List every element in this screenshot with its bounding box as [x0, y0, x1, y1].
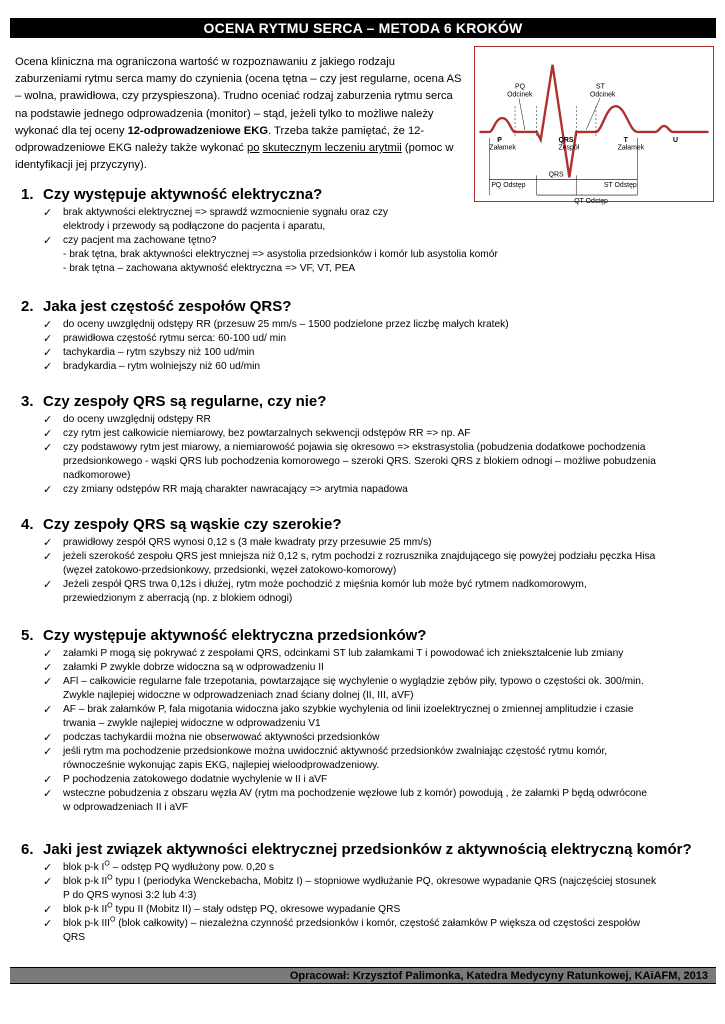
section-heading — [21, 393, 715, 411]
item-line — [63, 220, 715, 234]
item-prefix: blok p-k II — [63, 876, 108, 887]
checklist-item — [15, 360, 715, 374]
item-text: tachykardia – rytm szybszy niż 100 ud/min — [63, 347, 255, 358]
item-text: elektrody i przewody są podłączone do pacjenta i aparatu, — [63, 221, 326, 232]
checkmark-icon: ✓ — [43, 647, 53, 660]
checklist-item — [15, 903, 715, 917]
section-title: Czy zespoły QRS są wąskie czy szerokie? — [43, 516, 342, 533]
ekg-waveform — [479, 65, 708, 178]
section-step-2 — [15, 298, 715, 374]
item-text: prawidłowa częstość rytmu serca: 60-100 ud/ min — [63, 333, 287, 344]
intro-underline-2: skutecznym leczeniu arytmii — [262, 142, 402, 155]
checkmark-icon: ✓ — [43, 550, 53, 563]
item-text: trwania – zwykle najlepiej widoczne w odprowadzeniu V1 — [63, 718, 321, 729]
intro-text-3: (pomoc w identyfikacji jej przyczyny). — [15, 142, 454, 172]
item-text: typu I (periodyka Wenckebacha, Mobitz I) – stopniowe wydłużanie PQ, okresowe wypadanie QRS (najczęściej stosunek — [112, 876, 657, 887]
item-line — [63, 592, 715, 606]
checklist-item — [15, 731, 715, 745]
section-title: Czy występuje aktywność elektryczna? — [43, 186, 323, 203]
item-text: załamki P mogą się pokrywać z zespołami QRS, odcinkami ST lub załamkami T i powodować ich zniekształcenie lub zmiany — [63, 648, 624, 659]
item-line — [63, 689, 715, 703]
section-step-3 — [15, 393, 715, 497]
item-line — [63, 661, 715, 675]
section-number: 3. — [21, 393, 34, 410]
intro-text-1: Ocena kliniczna ma ograniczona wartość w rozpoznawaniu z jakiego rodzaju zaburzeniami rytmu serca mamy do czynienia (ocena tętna – czy jest regularne, ocena AS – wolna, prawidłowa, czy przyspieszona). Trudno oceniać rodzaj zaburzenia rytmu serca na podstawie jednego odprowadzenia (monitor) – stąd, jeżeli tylko to możliwe należy wykonać dla tej oceny — [15, 56, 462, 137]
item-text: podczas tachykardii można nie obserwować aktywności przedsionków — [63, 732, 380, 743]
item-line — [63, 427, 715, 441]
ekg-label-qt-odstep: QT Odstęp — [574, 197, 608, 205]
checklist — [15, 647, 715, 815]
item-text: AFl – całkowicie regularne fale trzepotania, powtarzające się wychylenie o wyglądzie zębów piły, typowo o częstości ok. 300/min. — [63, 676, 644, 687]
item-line — [63, 731, 715, 745]
item-text: czy podstawowy rytm jest miarowy, a niemiarowość pojawia się okresowo => ekstrasystolia (pobudzenia dodatkowe pochodzenia — [63, 442, 646, 453]
checklist-item — [15, 332, 715, 346]
item-text: załamki P zwykle dobrze widoczna są w odprowadzeniu II — [63, 662, 324, 673]
item-text: wsteczne pobudzenia z obszaru węzła AV (rytm ma pochodzenie węzłowe lub z komór) powodują , że załamki P będą odwrócone — [63, 788, 648, 799]
checklist-item — [15, 536, 715, 550]
checkmark-icon: ✓ — [43, 318, 53, 331]
checkmark-icon: ✓ — [43, 234, 53, 247]
checkmark-icon: ✓ — [43, 536, 53, 549]
degree-superscript: O — [107, 874, 113, 882]
item-line — [63, 647, 715, 661]
item-text: do oceny uwzględnij odstępy RR — [63, 414, 211, 425]
ekg-diagram — [474, 46, 714, 205]
item-text: jeżeli szerokość zespołu QRS jest mniejsza niż 0,12 s, rytm pochodzi z rozrusznika znajdującego się powyżej podziału pęczka Hisa — [63, 551, 656, 562]
item-text: – odstęp PQ wydłużony pow. 0,20 s — [109, 862, 275, 873]
ekg-label-pq-odstep: PQ Odstęp — [491, 182, 526, 190]
checkmark-icon: ✓ — [43, 731, 53, 744]
checkmark-icon: ✓ — [43, 675, 53, 688]
checklist-item — [15, 661, 715, 675]
item-text: przedsionkowego - wąski QRS lub pochodzenia komorowego – szeroki QRS. Szeroki QRS z blokiem odnogi – możliwe pobudzenia — [63, 456, 656, 467]
item-line — [63, 773, 715, 787]
item-text: jeśli rytm ma pochodzenie przedsionkowe można uwidocznić aktywność przedsionków zwalniając częstość rytmu komór, — [63, 746, 608, 757]
item-line — [63, 455, 715, 469]
ekg-label-qrs-sub: Zespół — [558, 144, 580, 152]
checkmark-icon: ✓ — [43, 773, 53, 786]
section-step-1 — [15, 186, 715, 276]
checkmark-icon: ✓ — [43, 903, 53, 916]
checklist-item — [15, 647, 715, 661]
ekg-label-t-sub: Załamek — [617, 144, 645, 152]
item-text: prawidłowy zespół QRS wynosi 0,12 s (3 małe kwadraty przy przesuwie 25 mm/s) — [63, 537, 432, 548]
item-text: P do QRS wynosi 3:2 lub 4:3) — [63, 890, 197, 901]
intro-underline-1: po — [246, 142, 260, 155]
ekg-label-qrs: QRS — [558, 136, 574, 144]
item-line — [63, 234, 715, 248]
item-line — [63, 875, 715, 889]
section-number: 2. — [21, 298, 34, 315]
section-heading — [21, 298, 715, 316]
item-line — [63, 332, 715, 346]
item-text: równocześnie wykonując zapis EKG, najlepiej wieloodprowadzeniowy. — [63, 760, 380, 771]
checklist-item — [15, 917, 715, 945]
checklist-item — [15, 787, 715, 815]
item-line — [63, 801, 715, 815]
item-text: QRS — [63, 932, 86, 943]
checklist-item — [15, 318, 715, 332]
checkmark-icon: ✓ — [43, 745, 53, 758]
intro-text-2: . Trzeba także pamiętać, że 12-odprowadzeniowe EKG należy także wykonać — [15, 124, 425, 155]
checklist — [15, 536, 715, 606]
section-heading — [21, 627, 715, 645]
item-line — [63, 262, 715, 276]
item-text: (węzeł zatokowo-przedsionkowy, przedsionki, węzeł zatokowo-komorowy) — [63, 565, 397, 576]
checkmark-icon: ✓ — [43, 332, 53, 345]
item-line — [63, 903, 715, 917]
item-line — [63, 469, 715, 483]
item-text: P pochodzenia zatokowego dodatnie wychylenie w II i aVF — [63, 774, 328, 785]
checklist-item — [15, 346, 715, 360]
item-line — [63, 206, 715, 220]
checkmark-icon: ✓ — [43, 346, 53, 359]
section-heading — [21, 841, 715, 859]
checklist-item — [15, 206, 715, 234]
checklist-item — [15, 483, 715, 497]
item-text: typu II (Mobitz II) – stały odstęp PQ, okresowe wypadanie QRS — [112, 904, 401, 915]
ekg-label-pq: PQ — [515, 83, 526, 91]
checkmark-icon: ✓ — [43, 360, 53, 373]
item-text: bradykardia – rytm wolniejszy niż 60 ud/min — [63, 361, 261, 372]
item-line — [63, 578, 715, 592]
checklist-item — [15, 550, 715, 578]
checkmark-icon: ✓ — [43, 206, 53, 219]
item-text: czy pacjent ma zachowane tętno? — [63, 235, 217, 246]
checklist-item — [15, 773, 715, 787]
section-step-6 — [15, 841, 715, 945]
degree-superscript: O — [107, 902, 113, 910]
item-text: do oceny uwzględnij odstępy RR (przesuw 25 mm/s – 1500 podzielone przez liczbę małych kratek) — [63, 319, 509, 330]
ekg-label-st-sub: Odcinek — [590, 91, 616, 99]
item-line — [63, 360, 715, 374]
item-prefix: blok p-k III — [63, 918, 110, 929]
section-number: 1. — [21, 186, 34, 203]
section-title: Jaki jest związek aktywności elektrycznej przedsionków z aktywnością elektryczną komór? — [43, 841, 692, 858]
item-line — [63, 564, 715, 578]
ekg-label-u: U — [672, 136, 678, 144]
ekg-svg — [475, 47, 713, 205]
item-prefix: blok p-k II — [63, 904, 108, 915]
checkmark-icon: ✓ — [43, 413, 53, 426]
item-line — [63, 441, 715, 455]
item-line — [63, 483, 715, 497]
item-text: - brak tętna – zachowana aktywność elektryczna => VF, VT, PEA — [63, 263, 356, 274]
ekg-label-pq-sub: Odcinek — [507, 91, 533, 99]
degree-superscript: O — [104, 860, 110, 868]
checkmark-icon: ✓ — [43, 578, 53, 591]
checklist-item — [15, 861, 715, 875]
item-text: nadkomorowe) — [63, 470, 131, 481]
checklist-item — [15, 703, 715, 731]
checkmark-icon: ✓ — [43, 787, 53, 800]
checkmark-icon: ✓ — [43, 861, 53, 874]
ekg-pointer — [586, 98, 600, 130]
item-text: przewiedzionym z aberracją (np. z blokiem odnogi) — [63, 593, 293, 604]
item-line — [63, 346, 715, 360]
ekg-pointer — [519, 98, 525, 130]
item-text: brak aktywności elektrycznej => sprawdź wzmocnienie sygnału oraz czy — [63, 207, 389, 218]
footer-credit: Opracował: Krzysztof Palimonka, Katedra Medycyny Ratunkowej, KAiAFM, 2013 — [10, 967, 716, 984]
ekg-label-st: ST — [595, 83, 605, 91]
item-text: w odprowadzeniach II i aVF — [63, 802, 189, 813]
ekg-label-p: P — [497, 136, 502, 144]
item-text: czy zmiany odstępów RR mają charakter nawracający => arytmia napadowa — [63, 484, 408, 495]
checkmark-icon: ✓ — [43, 703, 53, 716]
checklist-item — [15, 441, 715, 483]
item-text: (blok całkowity) – niezależna czynność przedsionków i komór, częstość załamków P większa od częstości zespołów — [115, 918, 641, 929]
page-title: OCENA RYTMU SERCA – METODA 6 KROKÓW — [10, 18, 716, 38]
degree-superscript: O — [110, 916, 116, 924]
item-line — [63, 759, 715, 773]
item-text: AF – brak załamków P, fala migotania widoczna jako szybkie wychylenia od linii izoelektrycznej o zmiennej amplitudzie i czasie — [63, 704, 634, 715]
item-line — [63, 413, 715, 427]
checklist-item — [15, 745, 715, 773]
item-line — [63, 745, 715, 759]
section-title: Czy zespoły QRS są regularne, czy nie? — [43, 393, 327, 410]
ekg-label-p-sub: Załamek — [489, 144, 516, 152]
checklist — [15, 206, 715, 276]
item-line — [63, 787, 715, 801]
item-line — [63, 248, 715, 262]
item-line — [63, 550, 715, 564]
ekg-label-t: T — [623, 136, 628, 144]
ekg-label-qrs-bottom: QRS — [548, 171, 564, 179]
checkmark-icon: ✓ — [43, 917, 53, 930]
checklist-item — [15, 675, 715, 703]
item-line — [63, 889, 715, 903]
checklist-item — [15, 875, 715, 903]
checkmark-icon: ✓ — [43, 427, 53, 440]
item-text: czy rytm jest całkowicie niemiarowy, bez powtarzalnych sekwencji odstępów RR => np. AF — [63, 428, 471, 439]
section-number: 5. — [21, 627, 34, 644]
section-title: Czy występuje aktywność elektryczna przedsionków? — [43, 627, 427, 644]
checklist — [15, 413, 715, 497]
section-heading — [21, 186, 715, 204]
checklist — [15, 318, 715, 374]
item-line — [63, 536, 715, 550]
checkmark-icon: ✓ — [43, 483, 53, 496]
item-prefix: blok p-k I — [63, 862, 105, 873]
section-step-4 — [15, 516, 715, 606]
item-line — [63, 717, 715, 731]
item-text: - brak tętna, brak aktywności elektrycznej => asystolia przedsionków i komór lub asystolia komór — [63, 249, 498, 260]
item-line — [63, 318, 715, 332]
checklist-item — [15, 578, 715, 606]
intro-paragraph — [15, 54, 463, 174]
item-line — [63, 861, 715, 875]
checkmark-icon: ✓ — [43, 875, 53, 888]
ekg-label-st-odstep: ST Odstęp — [603, 182, 637, 190]
item-text: Zwykle najlepiej widoczne w odprowadzeniach znad ściany dolnej (II, III, aVF) — [63, 690, 414, 701]
section-title: Jaka jest częstość zespołów QRS? — [43, 298, 292, 315]
section-number: 4. — [21, 516, 34, 533]
section-number: 6. — [21, 841, 34, 858]
checkmark-icon: ✓ — [43, 441, 53, 454]
checklist-item — [15, 234, 715, 276]
item-line — [63, 675, 715, 689]
item-text: Jeżeli zespół QRS trwa 0,12s i dłużej, rytm może pochodzić z mięśnia komór lub może być rytmem nadkomorowym, — [63, 579, 587, 590]
checklist-item — [15, 413, 715, 427]
item-line — [63, 917, 715, 931]
item-line — [63, 931, 715, 945]
section-step-5 — [15, 627, 715, 815]
intro-bold-ekg: 12-odprowadzeniowe EKG — [127, 124, 269, 137]
section-heading — [21, 516, 715, 534]
checklist-item — [15, 427, 715, 441]
checklist — [15, 861, 715, 945]
item-line — [63, 703, 715, 717]
checkmark-icon: ✓ — [43, 661, 53, 674]
